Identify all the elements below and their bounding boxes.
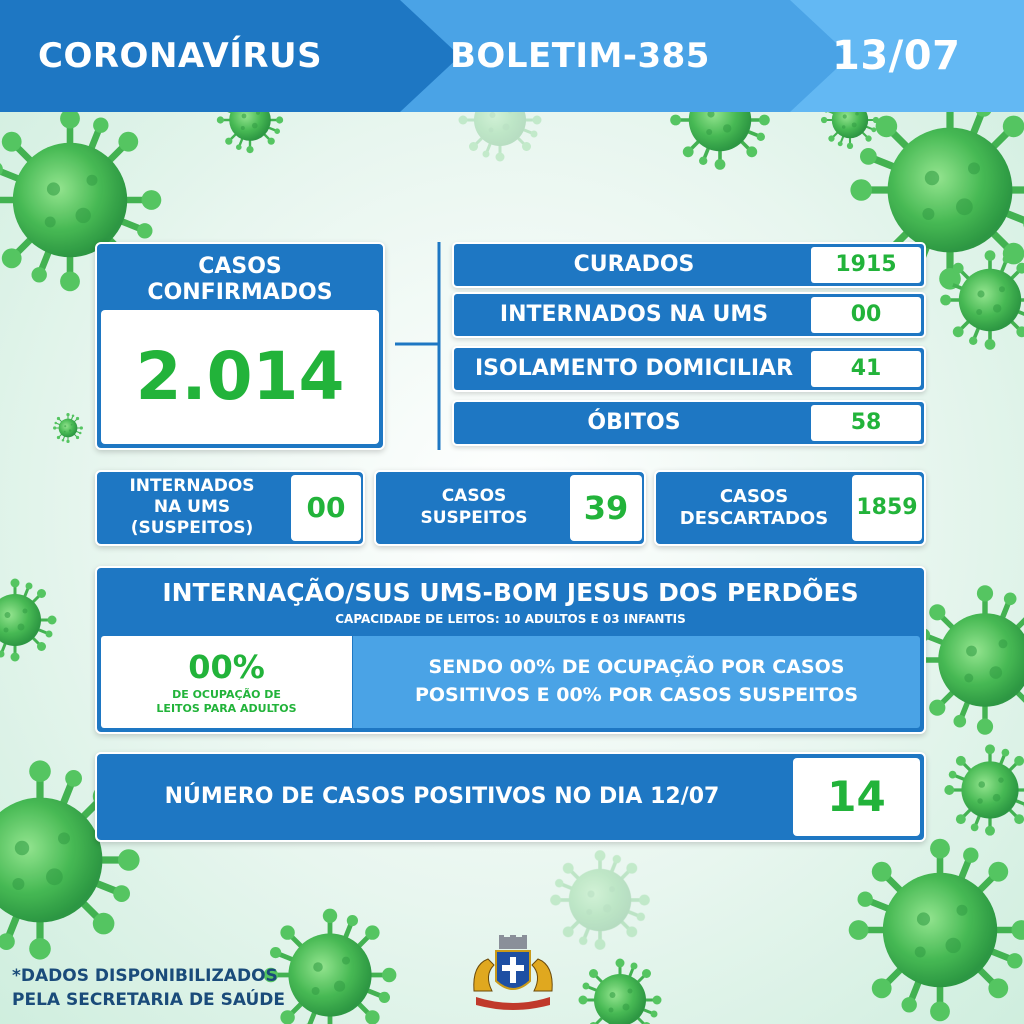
- occupancy-box: [101, 636, 352, 728]
- stat-label: ÓBITOS: [587, 410, 681, 435]
- stat-row-deaths: [452, 400, 926, 446]
- stat-value: 58: [811, 405, 921, 441]
- confirmed-value-box: [101, 310, 379, 444]
- occupancy-note-line2: POSITIVOS E 00% POR CASOS SUSPEITOS: [414, 684, 859, 706]
- confirmed-label-line2: CONFIRMADOS: [147, 280, 333, 305]
- hospital-capacity-panel: [95, 566, 926, 734]
- occupancy-label-line1: DE OCUPAÇÃO DE: [172, 688, 281, 701]
- card-hospitalized-suspected: [95, 470, 365, 546]
- daily-cases-value: 14: [827, 772, 886, 821]
- confirmed-label-line1: CASOS: [198, 254, 282, 279]
- stat-value: 1915: [811, 247, 921, 283]
- card-discarded-cases: [654, 470, 926, 546]
- data-source-note: [12, 964, 285, 1012]
- stat-value: 41: [811, 351, 921, 387]
- card-label-line2: SUSPEITOS: [420, 508, 528, 528]
- data-source-line2: PELA SECRETARIA DE SAÚDE: [12, 990, 285, 1010]
- card-value: 00: [306, 491, 346, 524]
- card-value-box: [570, 475, 642, 541]
- daily-cases-panel: [95, 752, 926, 842]
- card-value-box: [852, 475, 922, 541]
- data-source-line1: *DADOS DISPONIBILIZADOS: [12, 966, 278, 986]
- hospital-subtitle: CAPACIDADE DE LEITOS: 10 ADULTOS E 03 INFANTIS: [335, 612, 686, 626]
- stat-label: INTERNADOS NA UMS: [499, 302, 769, 327]
- card-value: 39: [583, 489, 629, 527]
- confirmed-value: 2.014: [135, 338, 345, 415]
- occupancy-value: 00%: [188, 648, 265, 686]
- card-value: 1859: [856, 495, 918, 520]
- card-suspected-cases: [374, 470, 646, 546]
- card-label-line1: CASOS: [441, 486, 507, 506]
- card-label-line1: INTERNADOS: [129, 476, 255, 496]
- card-label-line1: CASOS: [719, 486, 789, 507]
- header-banner: [0, 0, 1024, 112]
- header-title: CORONAVÍRUS: [38, 36, 323, 76]
- daily-cases-label: NÚMERO DE CASOS POSITIVOS NO DIA 12/07: [164, 784, 720, 809]
- occupancy-note-line1: SENDO 00% DE OCUPAÇÃO POR CASOS: [428, 656, 845, 678]
- bulletin-date: 13/07: [832, 33, 961, 79]
- connector-bracket: [395, 240, 445, 452]
- confirmed-cases-panel: [95, 242, 385, 450]
- stat-row-home-isolation: [452, 346, 926, 392]
- stat-label: ISOLAMENTO DOMICILIAR: [474, 356, 794, 381]
- bulletin-number: BOLETIM-385: [450, 36, 710, 76]
- stat-row-hospitalized: [452, 292, 926, 338]
- card-label-line3: (SUSPEITOS): [130, 518, 254, 538]
- coat-of-arms-icon: [466, 935, 560, 1015]
- card-label-line2: DESCARTADOS: [679, 508, 829, 529]
- card-label-line2: NA UMS: [153, 497, 231, 517]
- stat-value: 00: [811, 297, 921, 333]
- stat-row-cured: [452, 242, 926, 288]
- occupancy-label-line2: LEITOS PARA ADULTOS: [156, 702, 297, 715]
- occupancy-note-box: [353, 636, 920, 728]
- stat-label: CURADOS: [573, 252, 695, 277]
- card-value-box: [291, 475, 361, 541]
- hospital-title: INTERNAÇÃO/SUS UMS-BOM JESUS DOS PERDÕES: [162, 578, 859, 607]
- daily-cases-value-box: [793, 758, 920, 836]
